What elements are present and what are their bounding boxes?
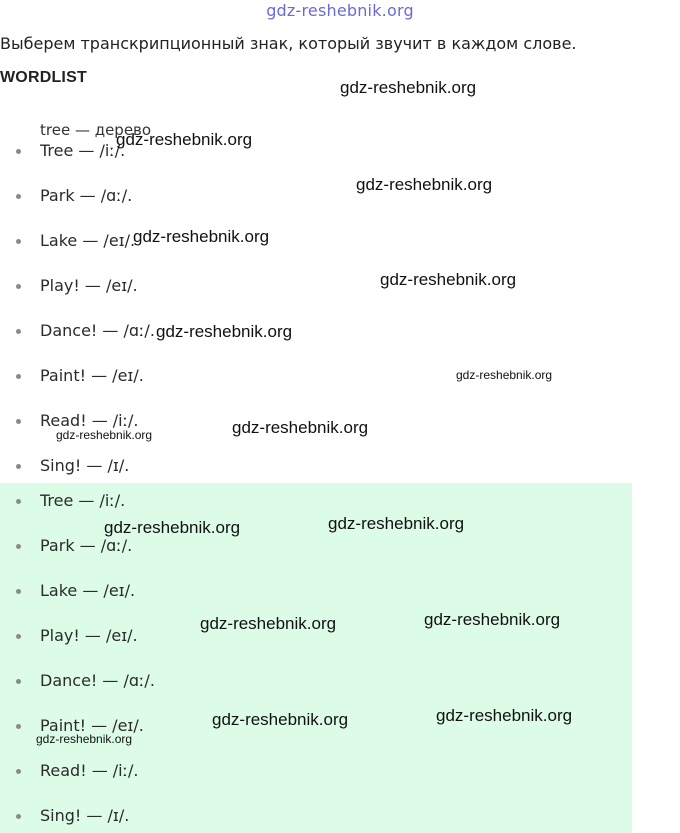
bullet-icon: [16, 769, 21, 774]
bullet-icon: [16, 589, 21, 594]
bullet-icon: [16, 544, 21, 549]
word-transcription: Tree — /iː/.: [40, 141, 126, 160]
bullet-icon: [16, 814, 21, 819]
word-transcription: Sing! — /ɪ/.: [40, 806, 130, 825]
bullet-icon: [16, 499, 21, 504]
word-transcription: Paint! — /eɪ/.: [40, 366, 144, 385]
word-transcription: Play! — /eɪ/.: [40, 626, 138, 645]
word-transcription: Park — /ɑː/.: [40, 536, 133, 555]
intro-text: Выберем транскрипционный знак, который звучит в каждом слове.: [0, 34, 577, 53]
bullet-icon: [16, 194, 21, 199]
watermark: gdz-reshebnik.org: [340, 78, 477, 97]
bullet-icon: [16, 464, 21, 469]
clipped-wordlist-line: tree — дерево: [40, 121, 152, 139]
watermark: gdz-reshebnik.org: [380, 270, 517, 289]
word-transcription: Play! — /eɪ/.: [40, 276, 138, 295]
word-transcription: Read! — /iː/.: [40, 411, 139, 430]
watermark: gdz-reshebnik.org: [232, 418, 369, 437]
word-transcription: Dance! — /ɑː/.: [40, 671, 155, 690]
word-transcription: Read! — /iː/.: [40, 761, 139, 780]
bullet-icon: [16, 634, 21, 639]
watermark: gdz-reshebnik.org: [200, 614, 337, 633]
header-watermark: gdz-reshebnik.org: [266, 1, 414, 20]
watermark: gdz-reshebnik.org: [156, 322, 293, 341]
bullet-icon: [16, 679, 21, 684]
watermark: gdz-reshebnik.org: [328, 514, 465, 533]
word-transcription: Park — /ɑː/.: [40, 186, 133, 205]
watermark: gdz-reshebnik.org: [212, 710, 349, 729]
watermark: gdz-reshebnik.org: [104, 518, 241, 537]
bullet-icon: [16, 724, 21, 729]
watermark: gdz-reshebnik.org: [436, 706, 573, 725]
word-transcription: Tree — /iː/.: [40, 491, 126, 510]
watermark: gdz-reshebnik.org: [116, 130, 253, 149]
watermark: gdz-reshebnik.org: [356, 175, 493, 194]
bullet-icon: [16, 149, 21, 154]
word-transcription: Paint! — /eɪ/.: [40, 716, 144, 735]
bullet-icon: [16, 374, 21, 379]
bullet-icon: [16, 329, 21, 334]
watermark: gdz-reshebnik.org: [424, 610, 561, 629]
wordlist-heading: WORDLIST: [0, 69, 87, 86]
word-transcription: Lake — /eɪ/.: [40, 581, 136, 600]
bullet-icon: [16, 284, 21, 289]
word-transcription: Dance! — /ɑː/.: [40, 321, 155, 340]
bullet-icon: [16, 419, 21, 424]
word-transcription: Lake — /eɪ/.: [40, 231, 136, 250]
word-transcription: Sing! — /ɪ/.: [40, 456, 130, 475]
watermark: gdz-reshebnik.org: [456, 368, 553, 382]
watermark: gdz-reshebnik.org: [56, 428, 153, 442]
bullet-icon: [16, 239, 21, 244]
watermark: gdz-reshebnik.org: [133, 227, 270, 246]
watermark: gdz-reshebnik.org: [36, 732, 133, 746]
